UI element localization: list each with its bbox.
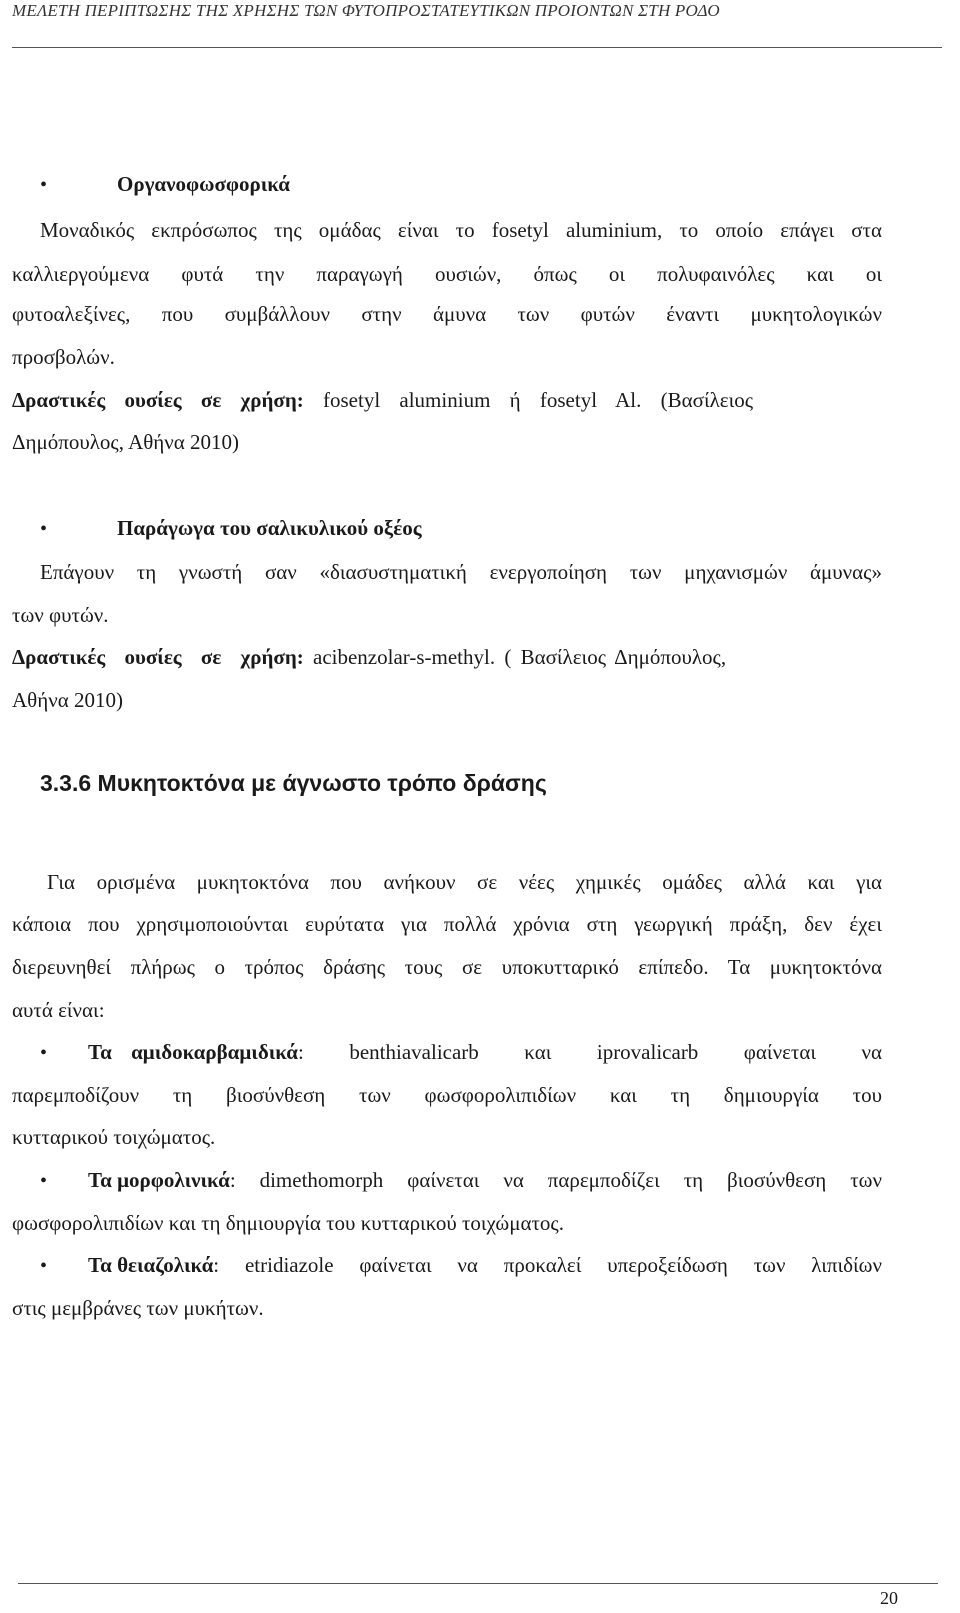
header-title: ΜΕΛΕΤΗ ΠΕΡΙΠΤΩΣΗΣ ΤΗΣ ΧΡΗΣΗΣ ΤΩΝ ΦΥΤΟΠΡΟΣΤΑΤΕΥΤΙΚΩΝ ΠΡΟΙΟΝΤΩΝ ΣΤΗ ΡΟΔΟ — [12, 1, 720, 20]
footer-divider — [18, 1583, 938, 1584]
paragraph-line: Μοναδικός εκπρόσωπος της ομάδας είναι το fosetyl aluminium, το οποίο επάγει στα — [40, 218, 882, 242]
paragraph-line: κυτταρικού τοιχώματος. — [12, 1125, 216, 1149]
section-heading: 3.3.6 Μυκητοκτόνα με άγνωστο τρόπο δράσης — [40, 770, 547, 796]
paragraph-line: φυτοαλεξίνες, που συμβάλλουν στην άμυνα των φυτών έναντι μυκητολογικών — [12, 302, 882, 326]
page-header — [12, 0, 942, 48]
bullet: • — [40, 174, 48, 196]
list-item-label: Τα μορφολινικά — [88, 1168, 230, 1192]
section-title-organophosphates: Οργανοφωσφορικά — [117, 172, 291, 196]
paragraph-line: προσβολών. — [12, 345, 115, 369]
active-substances-line — [12, 645, 882, 670]
list-item-label: Τα αμιδοκαρβαμιδικά — [88, 1040, 299, 1064]
list-item-text: : dimethomorph φαίνεται να παρεμποδίζει τη βιοσύνθεση των — [229, 1168, 882, 1192]
active-substances-text: acibenzolar-s-methyl. ( Βασίλειος Δημόπουλος, — [303, 645, 727, 669]
active-substances-line — [12, 388, 882, 413]
paragraph-line: παρεμποδίζουν τη βιοσύνθεση των φωσφορολιπιδίων και τη δημιουργία του — [12, 1083, 882, 1107]
paragraph-line: αυτά είναι: — [12, 998, 105, 1022]
paragraph-line: στις μεμβράνες των μυκήτων. — [12, 1296, 264, 1320]
bullet: • — [40, 518, 48, 540]
list-item-label: Τα θειαζολικά — [88, 1253, 214, 1277]
list-item — [88, 1040, 882, 1065]
paragraph-line: Δημόπουλος, Αθήνα 2010) — [12, 430, 240, 454]
paragraph-line: Επάγουν τη γνωστή σαν «διασυστηματική ενεργοποίηση των μηχανισμών άμυνας» — [40, 560, 882, 584]
bullet: • — [40, 1170, 48, 1192]
active-substances-text: fosetyl aluminium ή fosetyl Al. (Βασίλειος — [303, 388, 754, 412]
paragraph-line: Αθήνα 2010) — [12, 688, 123, 712]
page-number: 20 — [880, 1588, 898, 1608]
paragraph-line: καλλιεργούμενα φυτά την παραγωγή ουσιών, όπως οι πολυφαινόλες και οι — [12, 262, 882, 286]
paragraph-line: διερευνηθεί πλήρως ο τρόπος δράσης τους σε υποκυτταρικό επίπεδο. Τα μυκητοκτόνα — [12, 955, 882, 979]
paragraph-line: κάποια που χρησιμοποιούνται ευρύτατα για πολλά χρόνια στη γεωργική πράξη, δεν έχει — [12, 912, 882, 936]
list-item-text: : etridiazole φαίνεται να προκαλεί υπεροξείδωση των λιπιδίων — [213, 1253, 882, 1277]
list-item — [88, 1253, 882, 1278]
list-item — [88, 1168, 882, 1193]
list-item-text: : benthiavalicarb και iprovalicarb φαίνεται να — [298, 1040, 882, 1064]
bullet: • — [40, 1042, 48, 1064]
paragraph-line: Για ορισμένα μυκητοκτόνα που ανήκουν σε νέες χημικές ομάδες αλλά και για — [47, 870, 882, 894]
paragraph-line: φωσφορολιπιδίων και τη δημιουργία του κυτταρικού τοιχώματος. — [12, 1211, 564, 1235]
bullet: • — [40, 1255, 48, 1277]
section-title-salicylic: Παράγωγα του σαλικυλικού οξέος — [117, 516, 422, 540]
active-substances-label: Δραστικές ουσίες σε χρήση: — [12, 645, 304, 669]
paragraph-line: των φυτών. — [12, 603, 109, 627]
active-substances-label: Δραστικές ουσίες σε χρήση: — [12, 388, 304, 412]
